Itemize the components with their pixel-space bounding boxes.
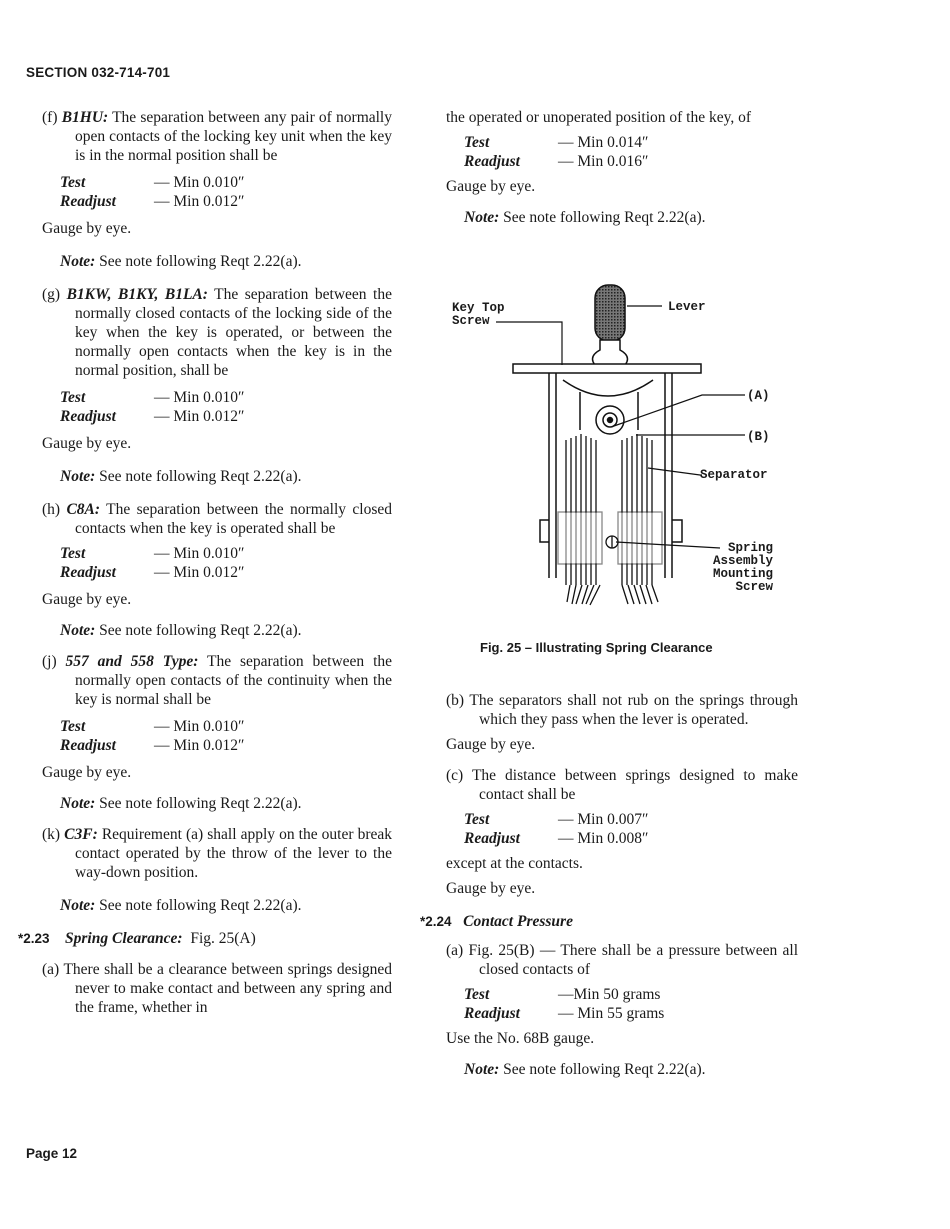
contacts-exception: except at the contacts. xyxy=(446,855,583,872)
left-column xyxy=(18,108,393,1017)
gauge-g: Gauge by eye. xyxy=(42,435,132,452)
tolerance-f: Test — Min 0.010″ Readjust — Min 0.012″ xyxy=(60,174,245,210)
right-column-lower xyxy=(420,691,799,1079)
spring-stacks xyxy=(558,434,662,605)
gauge-b: Gauge by eye. xyxy=(446,736,536,753)
key-top-screw-label: Key Top Screw xyxy=(452,301,505,328)
section-header: SECTION 032-714-701 xyxy=(26,65,171,80)
note-cont: Note: See note following Reqt 2.22(a). xyxy=(464,209,706,226)
gauge-c: Gauge by eye. xyxy=(446,880,536,897)
note-h: Note: See note following Reqt 2.22(a). xyxy=(60,622,302,639)
tolerance-g: Test — Min 0.010″ Readjust — Min 0.012″ xyxy=(60,389,245,425)
separator-label: Separator xyxy=(700,468,768,482)
note-g: Note: See note following Reqt 2.22(a). xyxy=(60,468,302,485)
requirement-2-23-a: (a) There shall be a clearance between springs designed never to make contact and between any spring and the frame, whether in xyxy=(42,961,392,1016)
key-top-plate xyxy=(513,364,701,373)
requirement-2-23-b: (b) The separators shall not rub on the springs through which they pass when the lever is operated. xyxy=(446,692,798,728)
page-number: Page 12 xyxy=(26,1146,78,1161)
label-a: (A) xyxy=(747,389,770,403)
requirement-2-24-a: (a) Fig. 25(B) — There shall be a pressure between all closed contacts of xyxy=(446,942,799,978)
note-2-24: Note: See note following Reqt 2.22(a). xyxy=(464,1061,706,1078)
requirement-g: (g) B1KW, B1KY, B1LA: The separation between the normally closed contacts of the locking side of the key when the key is operated, or between the normally open contacts when the key is in the normal position, shall be xyxy=(42,286,392,379)
right-column xyxy=(446,108,798,227)
note-f: Note: See note following Reqt 2.22(a). xyxy=(60,253,302,270)
gauge-j: Gauge by eye. xyxy=(42,764,132,781)
tolerance-j: Test — Min 0.010″ Readjust — Min 0.012″ xyxy=(60,718,245,754)
cam-wheel xyxy=(596,406,624,434)
section-2-24-heading: *2.24 Contact Pressure xyxy=(420,913,573,930)
requirement-k: (k) C3F: Requirement (a) shall apply on the outer break contact operated by the throw of the lever to the way-down position. xyxy=(42,826,393,881)
gauge-f: Gauge by eye. xyxy=(42,220,132,237)
tolerance-h: Test — Min 0.010″ Readjust — Min 0.012″ xyxy=(60,545,245,581)
lever-label: Lever xyxy=(668,300,706,314)
gauge-h: Gauge by eye. xyxy=(42,591,132,608)
figure-caption: Fig. 25 – Illustrating Spring Clearance xyxy=(480,640,713,655)
gauge-cont: Gauge by eye. xyxy=(446,178,536,195)
note-j: Note: See note following Reqt 2.22(a). xyxy=(60,795,302,812)
tolerance-cont: Test — Min 0.014″ Readjust — Min 0.016″ xyxy=(464,134,649,170)
section-2-23-heading: *2.23 Spring Clearance: Fig. 25(A) xyxy=(18,930,256,947)
requirement-f: (f) B1HU: The separation between any pair of normally open contacts of the locking key unit when the key is in the normal position shall be xyxy=(42,109,392,164)
requirement-2-23-c: (c) The distance between springs designed to make contact shall be xyxy=(446,767,798,803)
note-k: Note: See note following Reqt 2.22(a). xyxy=(60,897,302,914)
requirement-j: (j) 557 and 558 Type: The separation between the normally open contacts of the continuity when the key is normal shall be xyxy=(42,653,393,708)
lever-knob xyxy=(593,285,628,370)
continuation-text: the operated or unoperated position of the key, of xyxy=(446,109,752,126)
spring-assembly-label: Spring Assembly Mounting Screw xyxy=(712,541,773,594)
label-b: (B) xyxy=(747,430,770,444)
requirement-h: (h) C8A: The separation between the normally closed contacts when the key is operated shall be xyxy=(42,501,392,537)
figure-25 xyxy=(440,280,800,620)
gauge-instruction: Use the No. 68B gauge. xyxy=(446,1030,595,1047)
tolerance-2-24-a: Test —Min 50 grams Readjust — Min 55 grams xyxy=(464,986,665,1022)
tolerance-c: Test — Min 0.007″ Readjust — Min 0.008″ xyxy=(464,811,649,847)
